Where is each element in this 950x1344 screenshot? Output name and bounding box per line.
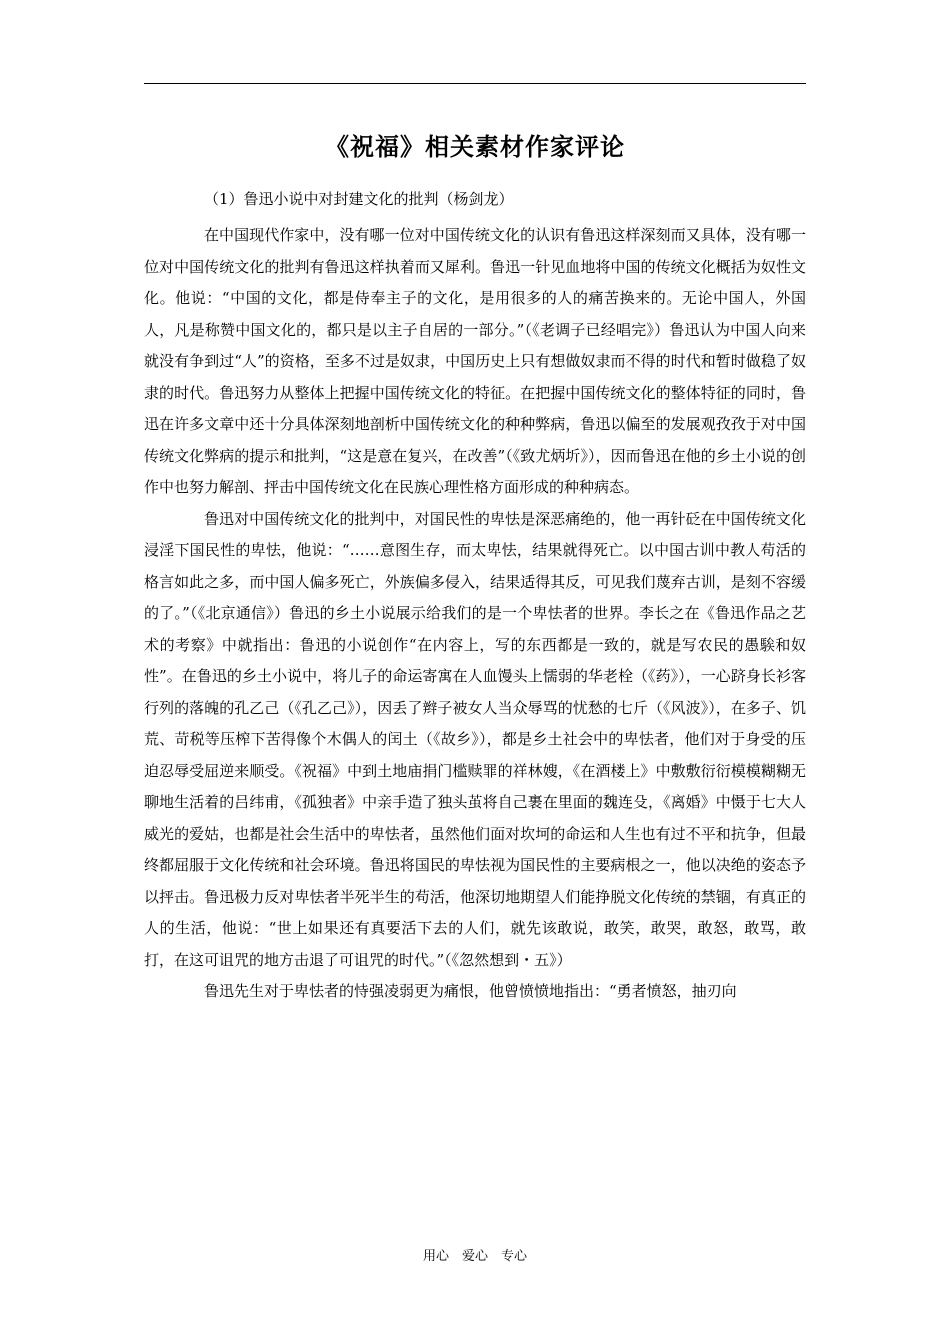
body-paragraph-3: 鲁迅先生对于卑怯者的恃强凌弱更为痛恨，他曾愤愤地指出：“勇者愤怒，抽刃向: [204, 982, 737, 1000]
page-footer: 用心 爱心 专心: [422, 1249, 527, 1264]
body-paragraph-2: 鲁迅对中国传统文化的批判中，对国民性的卑怯是深恶痛绝的，他一再针砭在中国传统文化浸淫下国民性的卑怯，他说：“……意图生存，而太卑怯，结果就得死亡。以中国古训中教人苟活的格言如此之多，而中国人偏多死亡，外族偏多侵入，结果适得其反，可见我们蔑弃古训，是刻不容缓的了。”（《北京通信》）鲁迅的乡土小说展示给我们的是一个卑怯者的世界。李长之在《鲁迅作品之艺术的考察》中就指出：鲁迅的小说创作“在内容上，写的东西都是一致的，就是写农民的愚騃和奴性”。在鲁迅的乡土小说中，将儿子的命运寄寓在人血馒头上懦弱的华老栓（《药》），一心跻身长衫客行列的落魄的孔乙己（《孔乙己》），因丢了辫子被女人当众辱骂的忧愁的七斤（《风波》），在多子、饥荒、苛税等压榨下苦得像个木偶人的闰土（《故乡》），都是乡土社会中的卑怯者，他们对于身受的压迫忍辱受屈逆来顺受。《祝福》中到土地庙捐门槛赎罪的祥林嫂，《在酒楼上》中敷敷衍衍模模糊糊无聊地生活着的吕纬甫，《孤独者》中亲手造了独头茧将自己裹在里面的魏连殳，《离婚》中慑于七大人威光的爱姑，也都是社会生活中的卑怯者，虽然他们面对坎坷的命运和人生也有过不平和抗争，但最终都屈服于文化传统和社会环境。鲁迅将国民的卑怯视为国民性的主要病根之一，他以决绝的姿态予以抨击。鲁迅极力反对卑怯者半死半生的苟活，他深切地期望人们能挣脱文化传统的禁锢，有真正的人的生活，他说：“世上如果还有真要活下去的人们，就先该敢说，敢笑，敢哭，敢怒，敢骂，敢打，在这可诅咒的地方击退了可诅咒的时代。”（《忽然想到・五》）: [144, 509, 806, 969]
document-body: [144, 186, 806, 1008]
document-title: 《祝福》相关素材作家评论: [325, 133, 625, 161]
body-paragraph-1: 在中国现代作家中，没有哪一位对中国传统文化的认识有鲁迅这样深刻而又具体，没有哪一位对中国传统文化的批判有鲁迅这样执着而又犀利。鲁迅一针见血地将中国的传统文化概括为奴性文化。他说：“中国的文化，都是侍奉主子的文化，是用很多的人的痛苦换来的。无论中国人，外国人，凡是称赞中国文化的，都只是以主子自居的一部分。”（《老调子已经唱完》）鲁迅认为中国人向来就没有争到过“人”的资格，至多不过是奴隶，中国历史上只有想做奴隶而不得的时代和暂时做稳了奴隶的时代。鲁迅努力从整体上把握中国传统文化的特征。在把握中国传统文化的整体特征的同时，鲁迅在许多文章中还十分具体深刻地剖析中国传统文化的种种弊病，鲁迅以偏至的发展观孜孜于对中国传统文化弊病的提示和批判，“这是意在复兴，在改善”（《致尤炳圻》），因而鲁迅在他的乡土小说的创作中也努力解剖、抨击中国传统文化在民族心理性格方面形成的种种病态。: [144, 226, 806, 496]
header-rule: [144, 83, 806, 84]
section-subheading: （1）鲁迅小说中对封建文化的批判（杨剑龙）: [204, 190, 514, 208]
